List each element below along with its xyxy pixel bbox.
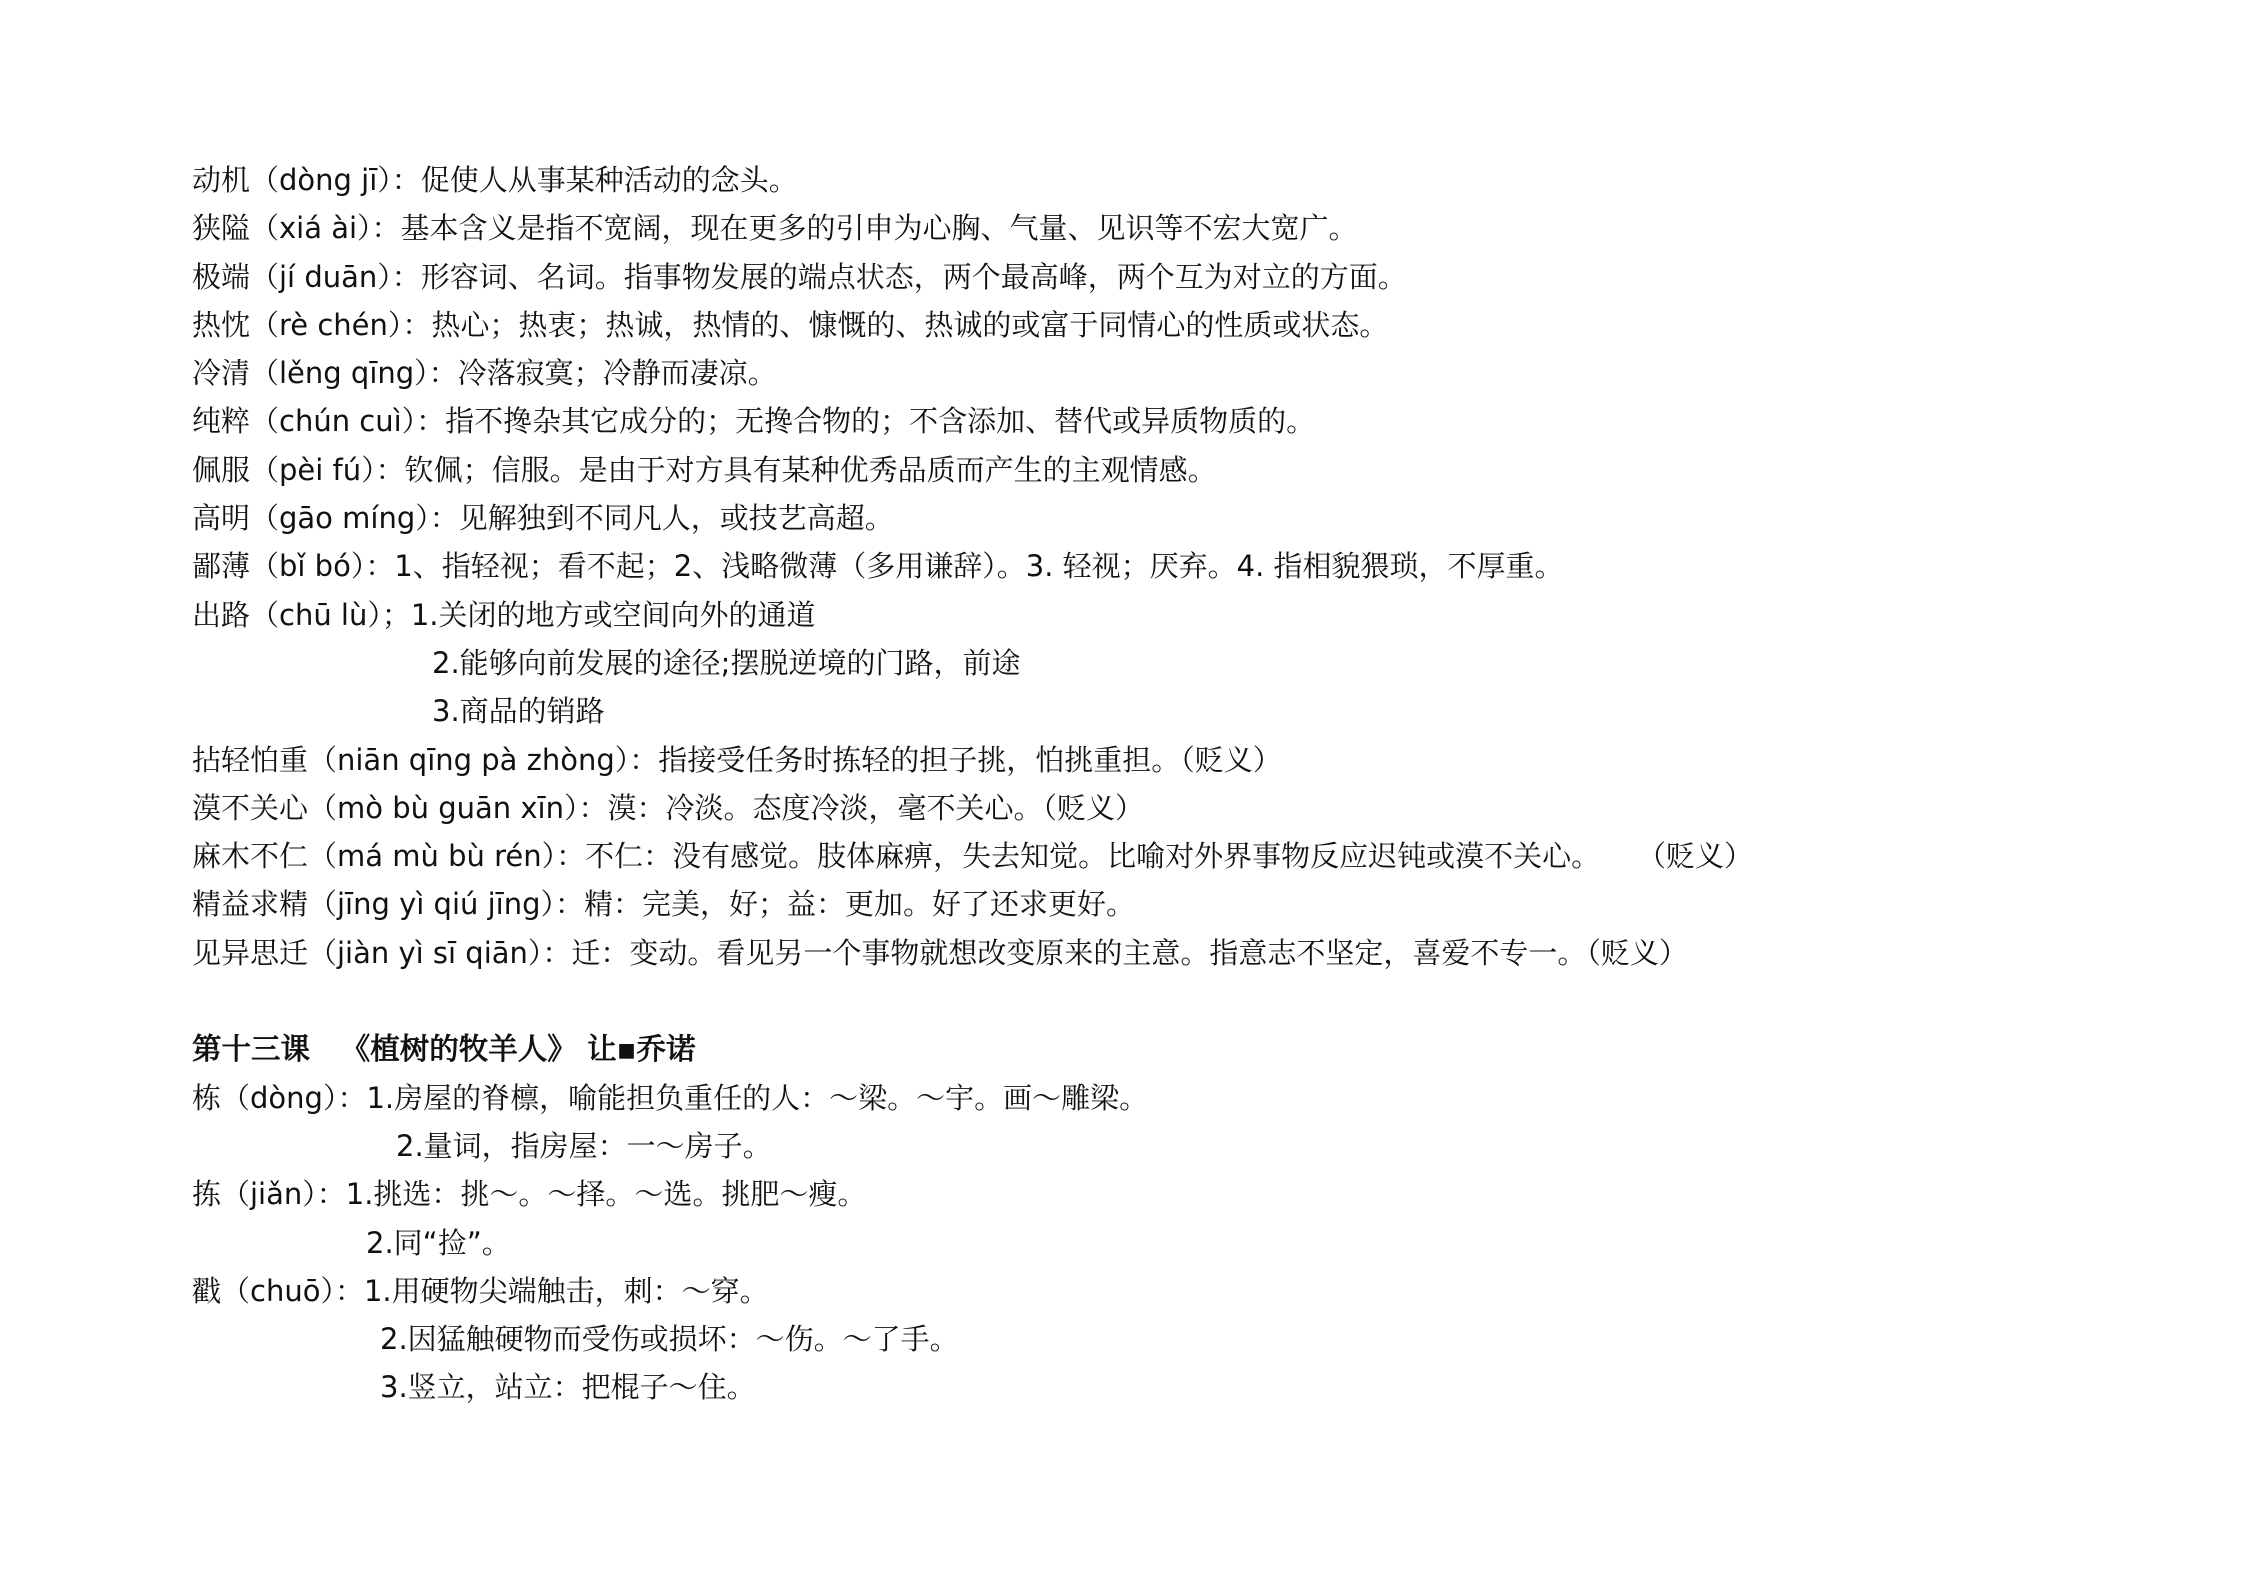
lesson-heading: 第十三课 《植树的牧羊人》 让▪乔诺	[192, 1032, 696, 1067]
entry-jianyisiqian: 见异思迁（jiàn yì sī qiān）：迁：变动。看见另一个事物就想改变原来的主意。指意志不坚定，喜爱不专一。（贬义）	[192, 935, 1688, 970]
entry-chulu-sense-2: 2.能够向前发展的途径;摆脱逆境的门路，前途	[432, 645, 1021, 680]
entry-chuncui: 纯粹（chún cuì）：指不搀杂其它成分的；无搀合物的；不含添加、替代或异质物质的。	[192, 404, 1316, 439]
blank-line	[192, 977, 2172, 1025]
entry-dong: 栋（dòng）：1.房屋的脊檩，喻能担负重任的人：～梁。～宇。画～雕梁。	[192, 1080, 1149, 1115]
entry-chuo: 戳（chuō）：1.用硬物尖端触击，刺：～穿。	[192, 1273, 769, 1308]
entry-lengqing: 冷清（lěng qīng）：冷落寂寞；冷静而凄凉。	[192, 356, 777, 391]
entry-dong-sense-2: 2.量词，指房屋：一～房子。	[396, 1128, 772, 1163]
entry-jingyiqiujing: 精益求精（jīng yì qiú jīng）：精：完美，好；益：更加。好了还求更好。	[192, 887, 1136, 922]
entry-nianqingpazhong: 拈轻怕重（niān qīng pà zhòng）：指接受任务时拣轻的担子挑，怕挑重担。（贬义）	[192, 742, 1282, 777]
entry-xiaai: 狭隘（xiá ài）：基本含义是指不宽阔，现在更多的引申为心胸、气量、见识等不宏大宽广。	[192, 211, 1358, 246]
entry-rechen: 热忱（rè chén）：热心；热衷；热诚，热情的、慷慨的、热诚的或富于同情心的性质或状态。	[192, 307, 1389, 342]
entry-chulu-sense-3: 3.商品的销路	[432, 694, 605, 729]
entry-chulu: 出路（chū lù）；1.关闭的地方或空间向外的通道	[192, 597, 816, 632]
entry-gaoming: 高明（gāo míng）：见解独到不同凡人，或技艺高超。	[192, 501, 894, 536]
entry-jiduan: 极端（jí duān）：形容词、名词。指事物发展的端点状态，两个最高峰，两个互为对立的方面。	[192, 259, 1407, 294]
entry-chuo-sense-3: 3.竖立，站立：把棍子～住。	[380, 1370, 756, 1405]
entry-mobuguanxin: 漠不关心（mò bù guān xīn）：漠：冷淡。态度冷淡，毫不关心。（贬义）	[192, 790, 1144, 825]
entry-chuo-sense-2: 2.因猛触硬物而受伤或损坏：～伤。～了手。	[380, 1322, 959, 1357]
entry-peifu: 佩服（pèi fú）：钦佩；信服。是由于对方具有某种优秀品质而产生的主观情感。	[192, 452, 1217, 487]
entry-jian: 拣（jiǎn）：1.挑选：挑～。～择。～选。挑肥～瘦。	[192, 1177, 867, 1212]
entry-dongji: 动机（dòng jī）：促使人从事某种活动的念头。	[192, 163, 798, 197]
entry-mamuburen: 麻木不仁（má mù bù rén）：不仁：没有感觉。肢体麻痹，失去知觉。比喻对外界事物反应迟钝或漠不关心。 （贬义）	[192, 839, 1753, 874]
vocabulary-notes	[192, 156, 2172, 1412]
entry-jian-sense-2: 2.同“捡”。	[366, 1225, 511, 1260]
entry-bibo: 鄙薄（bǐ bó）：1、指轻视；看不起；2、浅略微薄（多用谦辞）。3. 轻视；厌弃。4. 指相貌猥琐，不厚重。	[192, 549, 1564, 584]
